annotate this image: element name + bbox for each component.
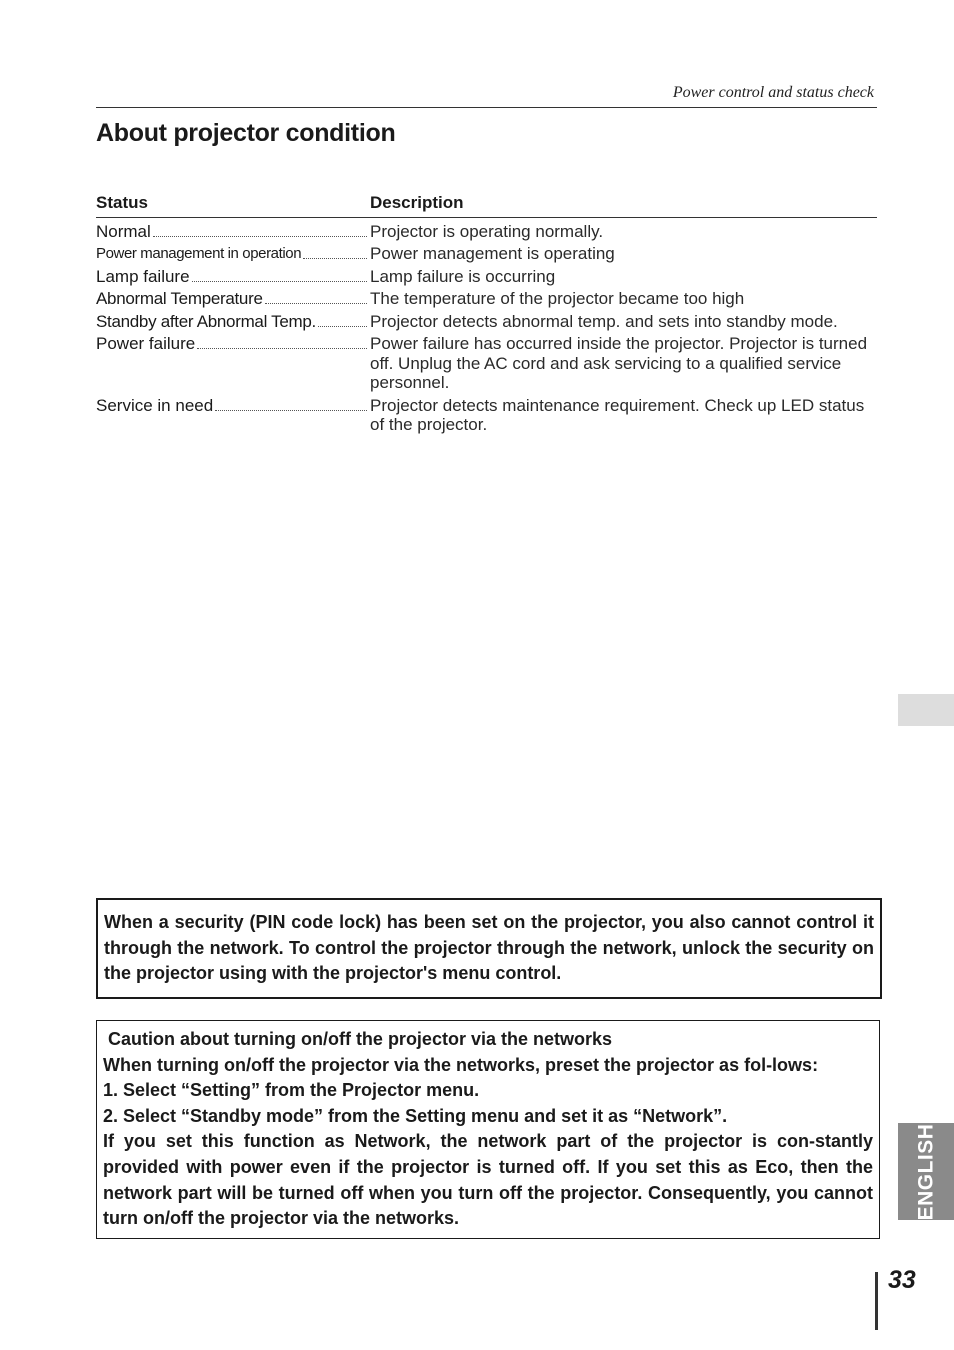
section-title: About projector condition [96, 119, 396, 147]
page-number: 33 [888, 1266, 916, 1294]
dot-leader [303, 244, 367, 259]
status-cell [96, 289, 370, 309]
caution-box [96, 1020, 880, 1239]
caution-title: Caution about turning on/off the projector via the networks [108, 1029, 612, 1049]
status-label: Abnormal Temperature [96, 289, 263, 309]
status-label: Normal [96, 222, 151, 241]
table-row [96, 267, 877, 287]
status-table-header [96, 193, 877, 218]
chapter-tab-marker [898, 694, 954, 726]
table-row [96, 222, 877, 242]
security-notice-text: When a security (PIN code lock) has been set on the projector, you also cannot control it through the network. To control the projector through the network, unlock the security on the projector using with the projector's menu control. [104, 912, 874, 983]
status-label: Power failure [96, 333, 196, 353]
status-table [96, 222, 877, 438]
dot-leader [215, 396, 367, 411]
description-cell: Power management is operating [370, 244, 615, 264]
caution-step: 2. Select “Standby mode” from the Setting menu and set it as “Network”. [103, 1105, 728, 1126]
language-tab [898, 1123, 954, 1220]
description-column-header: Description [370, 193, 464, 212]
table-row [96, 396, 877, 435]
dot-leader [318, 312, 367, 327]
dot-leader [192, 267, 367, 282]
description-cell: The temperature of the projector became too high [370, 289, 745, 309]
status-column-header: Status [96, 193, 148, 212]
dot-leader [197, 334, 367, 349]
table-row [96, 334, 877, 393]
page-number-bar [875, 1272, 878, 1330]
caution-body: If you set this function as Network, the network part of the projector is con-stantly provided with power even if the projector is turned off. If you set this as Eco, then the network part will be turned off when you turn off the projector. Consequently, you cannot turn on/off the projector via the networks. [103, 1131, 873, 1229]
description-cell: Projector is operating normally. [370, 222, 604, 241]
status-label: Service in need [96, 395, 214, 415]
table-row [96, 312, 877, 332]
dot-leader [153, 222, 367, 237]
description-cell: Lamp failure is occurring [370, 266, 556, 286]
description-cell: Projector detects maintenance requirement. Check up LED status of the projector. [370, 395, 865, 435]
description-cell: Projector detects abnormal temp. and sets into standby mode. [370, 311, 838, 331]
status-cell [96, 312, 370, 332]
status-label: Standby after Abnormal Temp. [96, 311, 316, 331]
dot-leader [265, 289, 367, 304]
status-cell [96, 244, 370, 264]
description-cell: Power failure has occurred inside the projector. Projector is turned off. Unplug the AC cord and ask servicing to a qualified service personnel. [370, 333, 868, 393]
security-notice-box [96, 898, 882, 999]
status-cell [96, 267, 370, 287]
caution-step: 1. Select “Setting” from the Projector menu. [103, 1080, 480, 1101]
status-cell [96, 222, 370, 242]
running-header: Power control and status check [672, 84, 874, 101]
status-cell [96, 396, 370, 435]
table-row [96, 244, 877, 264]
status-label: Lamp failure [96, 266, 190, 286]
status-cell [96, 334, 370, 393]
language-label: ENGLISH [914, 1123, 937, 1220]
caution-intro: When turning on/off the projector via the networks, preset the projector as fol-lows: [103, 1054, 819, 1075]
status-label: Power management in operation [96, 245, 302, 263]
table-row [96, 289, 877, 309]
header-rule [96, 107, 877, 108]
